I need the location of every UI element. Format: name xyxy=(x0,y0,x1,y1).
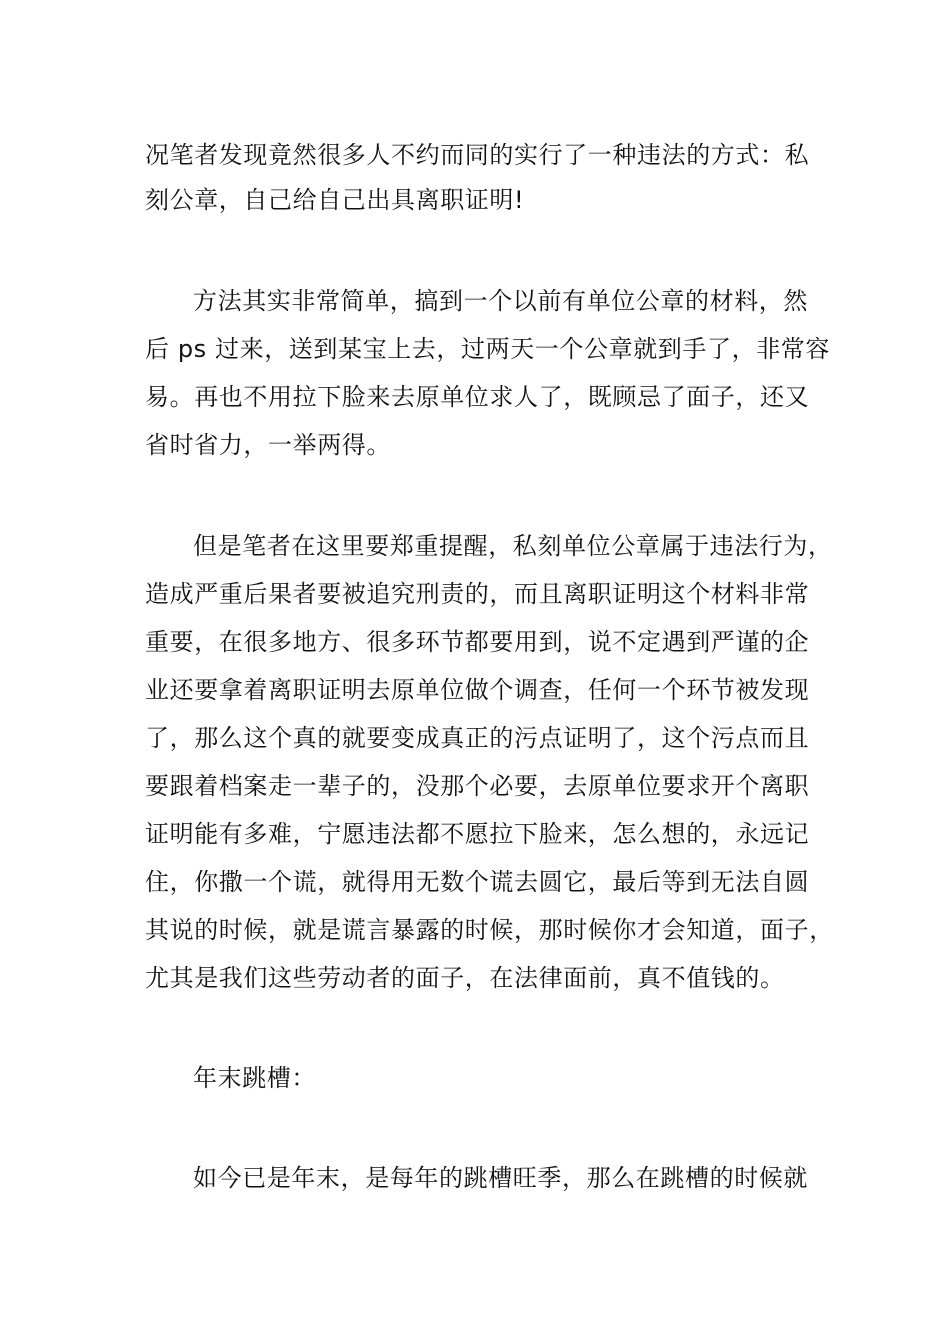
text-line: 况笔者发现竟然很多人不约而同的实行了一种违法的方式：私 xyxy=(145,141,810,169)
text-line: 重要，在很多地方、很多环节都要用到，说不定遇到严谨的企 xyxy=(145,628,810,656)
section-heading: 年末跳槽： xyxy=(193,1064,316,1092)
text-line: 要跟着档案走一辈子的，没那个必要，去原单位要求开个离职 xyxy=(145,772,810,800)
text-line: 如今已是年末，是每年的跳槽旺季，那么在跳槽的时候就 xyxy=(193,1164,808,1192)
text-line: 造成严重后果者要被追究刑责的，而且离职证明这个材料非常 xyxy=(145,580,810,608)
text-line: 刻公章，自己给自己出具离职证明! xyxy=(145,186,525,214)
text-line: 后 ps 过来，送到某宝上去，过两天一个公章就到手了，非常容 xyxy=(145,335,830,363)
text-line: 尤其是我们这些劳动者的面子，在法律面前，真不值钱的。 xyxy=(145,964,785,992)
text-line: 证明能有多难，宁愿违法都不愿拉下脸来，怎么想的，永远记 xyxy=(145,820,810,848)
text-line: 其说的时候，就是谎言暴露的时候，那时候你才会知道，面子， xyxy=(145,916,834,944)
text-line: 业还要拿着离职证明去原单位做个调查，任何一个环节被发现 xyxy=(145,676,810,704)
text-line: 了，那么这个真的就要变成真正的污点证明了，这个污点而且 xyxy=(145,724,810,752)
text-line: 易。再也不用拉下脸来去原单位求人了，既顾忌了面子，还又 xyxy=(145,383,810,411)
text-line: 方法其实非常简单，搞到一个以前有单位公章的材料，然 xyxy=(193,287,808,315)
text-line: 省时省力，一举两得。 xyxy=(145,431,391,459)
text-line: 住，你撒一个谎，就得用无数个谎去圆它，最后等到无法自圆 xyxy=(145,868,810,896)
text-line: 但是笔者在这里要郑重提醒，私刻单位公章属于违法行为， xyxy=(193,532,833,560)
